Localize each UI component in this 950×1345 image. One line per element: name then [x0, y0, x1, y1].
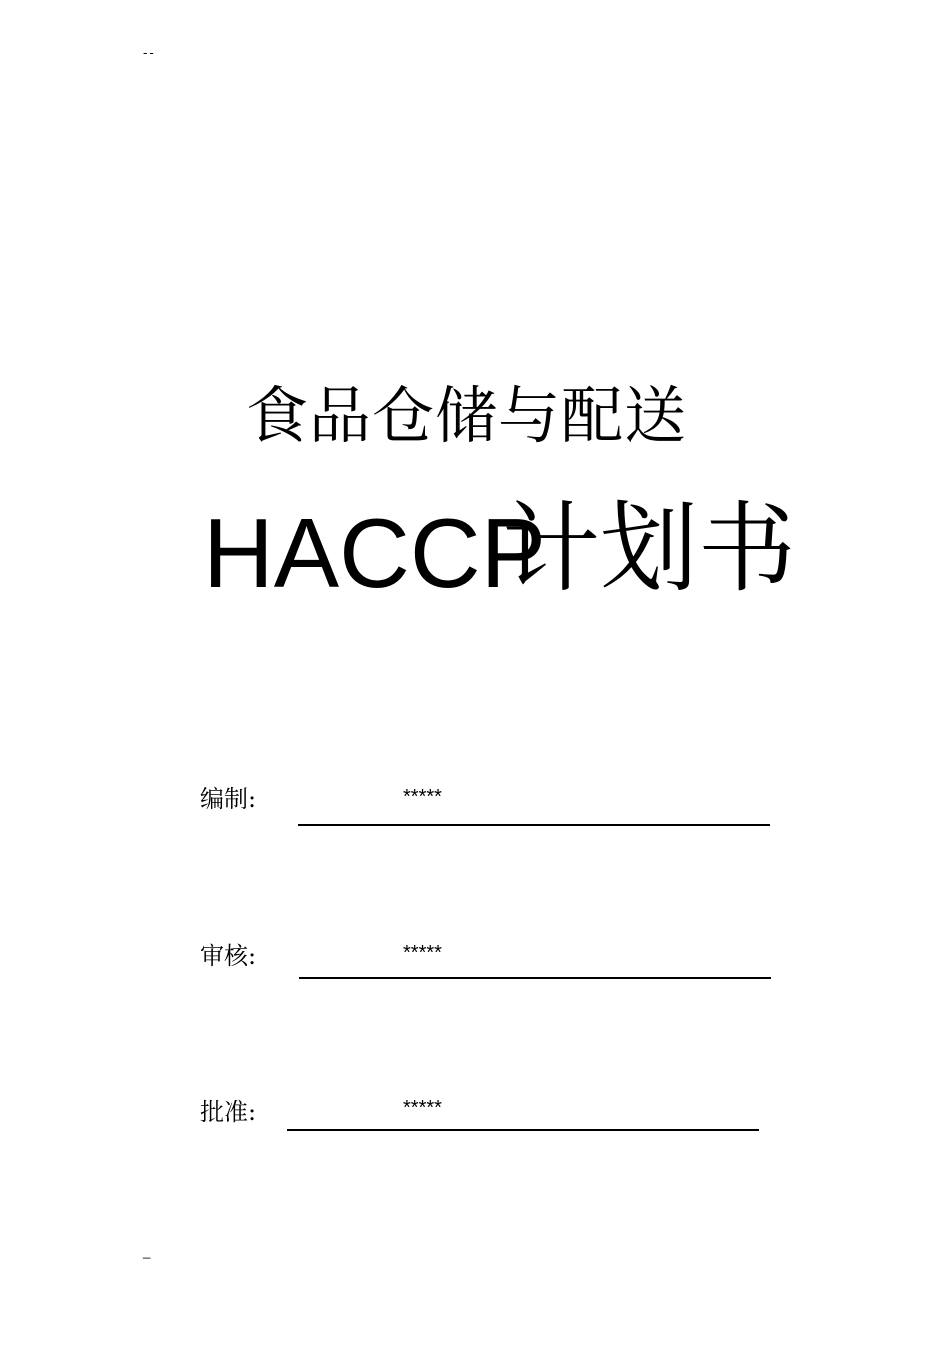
approved-by-value: *****: [403, 1097, 442, 1119]
compiled-by-label: 编制:: [200, 785, 257, 813]
reviewed-by-value: *****: [403, 942, 442, 964]
compiled-by-value: *****: [403, 786, 442, 808]
reviewed-by-label: 审核:: [200, 942, 257, 970]
document-title: 食品仓储与配送: [246, 379, 688, 452]
document-subtitle-cn: 计划书: [502, 492, 797, 606]
document-subtitle-latin: HACCP: [203, 498, 547, 608]
approved-by-underline: [287, 1129, 759, 1131]
header-mark: --: [143, 45, 156, 60]
compiled-by-underline: [298, 824, 770, 826]
reviewed-by-underline: [299, 977, 771, 979]
approved-by-label: 批准:: [200, 1098, 257, 1126]
footer-mark: _: [143, 1244, 151, 1259]
